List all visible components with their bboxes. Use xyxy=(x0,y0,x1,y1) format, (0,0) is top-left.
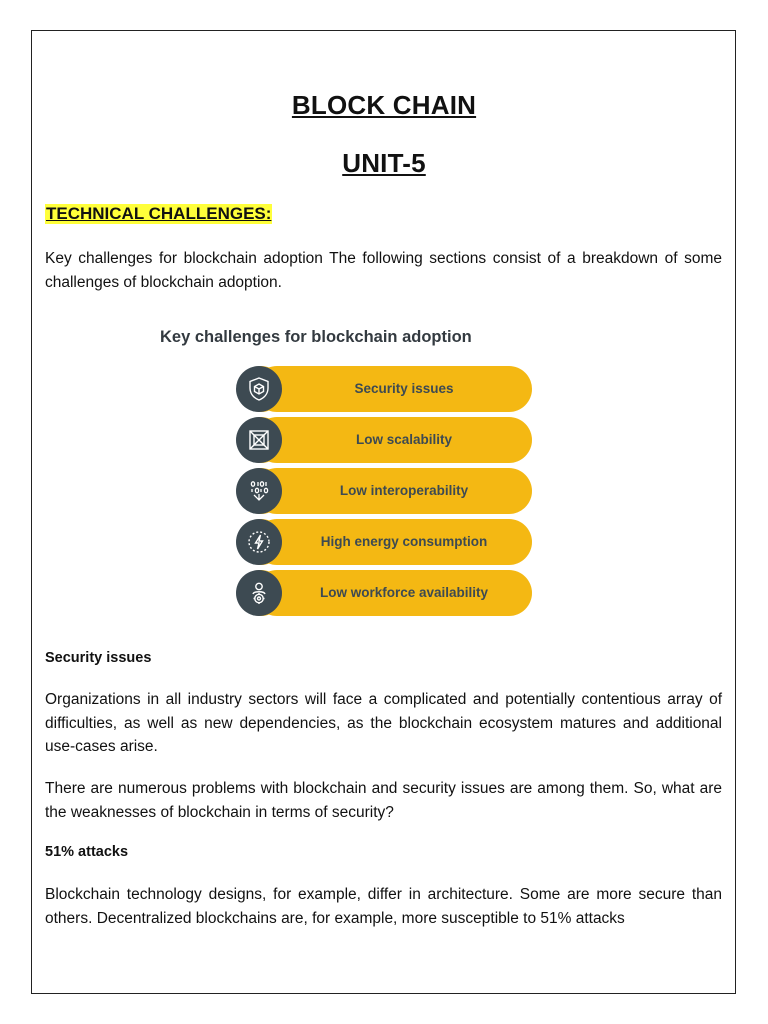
security-paragraph-2: There are numerous problems with blockchain and security issues are among them. So, what are the weaknesses of blockchain in terms of security? xyxy=(45,780,722,821)
section-heading: TECHNICAL CHALLENGES: xyxy=(46,204,272,223)
security-paragraph-1: Organizations in all industry sectors will face a complicated and potentially contentious array of difficulties, as well as new dependencies, as the blockchain ecosystem matures and additional use-cases arise. xyxy=(45,691,722,755)
challenge-label: Low workforce availability xyxy=(319,585,489,600)
challenge-label: High energy consumption xyxy=(320,534,488,549)
resize-frame-icon xyxy=(236,417,282,463)
security-heading: Security issues xyxy=(45,650,152,666)
attacks-heading: 51% attacks xyxy=(45,844,129,860)
shield-cube-icon xyxy=(236,366,282,412)
challenge-item-workforce xyxy=(236,570,532,616)
challenge-item-interoperability xyxy=(236,468,532,514)
challenge-label: Security issues xyxy=(354,381,454,396)
challenge-item-security xyxy=(236,366,532,412)
person-gear-icon xyxy=(236,570,282,616)
challenge-item-scalability xyxy=(236,417,532,463)
binary-arrows-icon xyxy=(236,468,282,514)
intro-paragraph: Key challenges for blockchain adoption The following sections consist of a breakdown of some challenges of blockchain adoption. xyxy=(45,250,722,291)
challenge-label: Low scalability xyxy=(355,432,453,447)
challenges-figure xyxy=(148,318,618,628)
unit-title: UNIT-5 xyxy=(342,148,426,178)
lightning-bolt-icon xyxy=(236,519,282,565)
challenge-label: Low interoperability xyxy=(339,483,469,498)
figure-title: Key challenges for blockchain adoption xyxy=(160,328,472,346)
challenge-item-energy xyxy=(236,519,532,565)
attacks-paragraph: Blockchain technology designs, for example, differ in architecture. Some are more secure than others. Decentralized blockchains are, for example, more susceptible to 51% attacks xyxy=(45,886,722,927)
document-title: BLOCK CHAIN xyxy=(291,90,477,120)
